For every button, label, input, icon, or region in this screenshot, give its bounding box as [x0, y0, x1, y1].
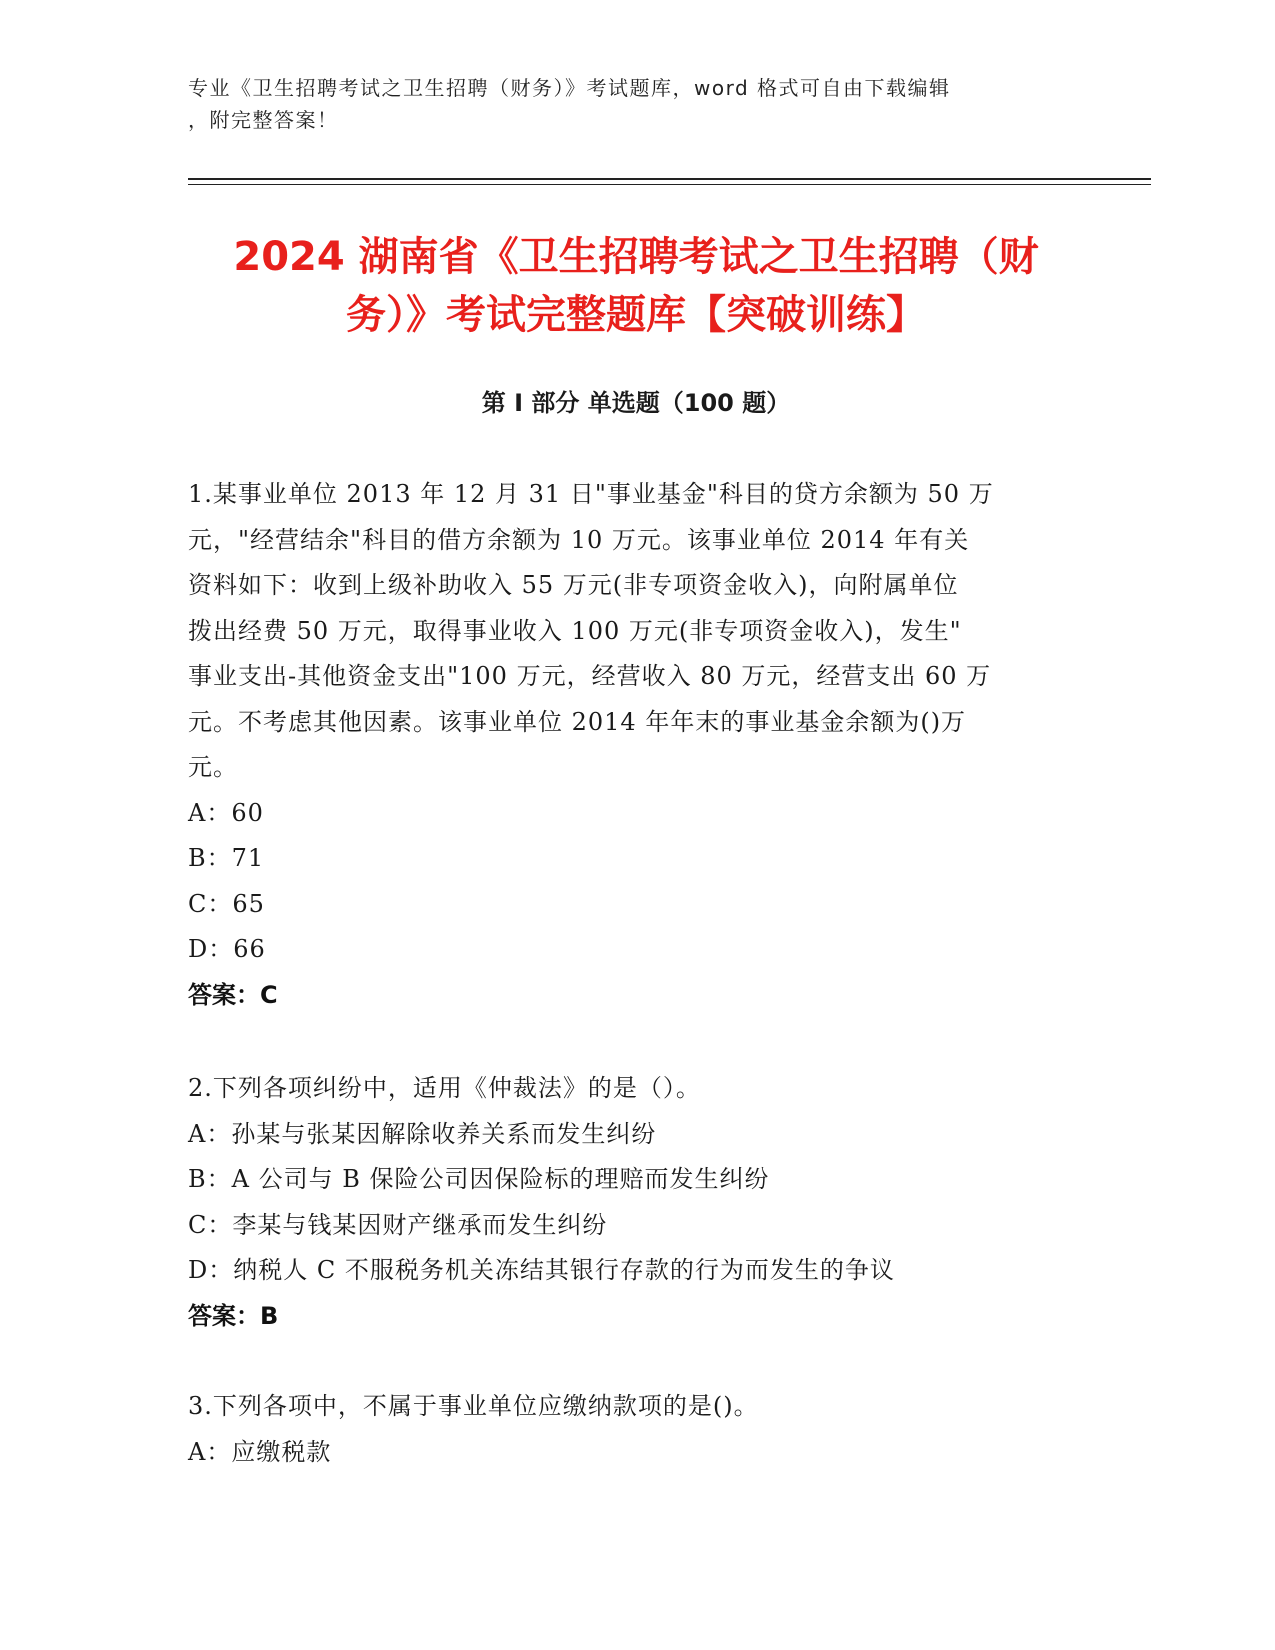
header-note [188, 72, 1068, 136]
header-note-line: 专业《卫生招聘考试之卫生招聘（财务）》考试题库，word 格式可自由下载编辑 [188, 76, 951, 100]
answer: 答案：C [188, 980, 278, 1009]
question-text-line: 资料如下：收到上级补助收入 55 万元(非专项资金收入)，向附属单位 [188, 571, 959, 599]
header-divider-thin [188, 184, 1151, 185]
question-text-line: 事业支出-其他资金支出"100 万元，经营收入 80 万元，经营支出 60 万 [188, 662, 992, 690]
option-a: A：孙某与张某因解除收养关系而发生纠纷 [188, 1119, 657, 1148]
question-text-line: 拨出经费 50 万元，取得事业收入 100 万元(非专项资金收入)，发生" [188, 616, 962, 645]
question-3 [188, 1384, 1088, 1475]
option-a: A：应缴税款 [188, 1437, 332, 1466]
question-text-line: 元。 [188, 753, 238, 781]
option-d: D：66 [188, 935, 266, 963]
document-title-line: 2024 湖南省《卫生招聘考试之卫生招聘（财 [233, 234, 1039, 280]
section-title: 第 I 部分 单选题（100 题） [481, 389, 791, 417]
header-divider [188, 178, 1151, 180]
option-c: C：65 [188, 889, 265, 918]
question-text-line: 2.下列各项纠纷中，适用《仲裁法》的是（）。 [188, 1074, 701, 1102]
question-1 [188, 472, 1088, 1018]
answer: 答案：B [188, 1301, 279, 1330]
header-note-line: ，附完整答案！ [188, 108, 339, 132]
document-title [188, 228, 1084, 344]
option-b: B：71 [188, 844, 265, 872]
option-a: A：60 [188, 798, 264, 827]
question-2 [188, 1066, 1088, 1339]
question-text-line: 3.下列各项中，不属于事业单位应缴纳款项的是()。 [188, 1392, 759, 1420]
document-title-line: 务）》考试完整题库【突破训练】 [346, 292, 926, 338]
question-text-line: 1.某事业单位 2013 年 12 月 31 日"事业基金"科目的贷方余额为 50 万 [188, 480, 994, 508]
option-d: D：纳税人 C 不服税务机关冻结其银行存款的行为而发生的争议 [188, 1256, 895, 1284]
question-text-line: 元。不考虑其他因素。该事业单位 2014 年年末的事业基金余额为()万 [188, 707, 967, 736]
question-text-line: 元，"经营结余"科目的借方余额为 10 万元。该事业单位 2014 年有关 [188, 525, 970, 554]
option-b: B：A 公司与 B 保险公司因保险标的理赔而发生纠纷 [188, 1165, 770, 1193]
option-c: C：李某与钱某因财产继承而发生纠纷 [188, 1210, 608, 1239]
